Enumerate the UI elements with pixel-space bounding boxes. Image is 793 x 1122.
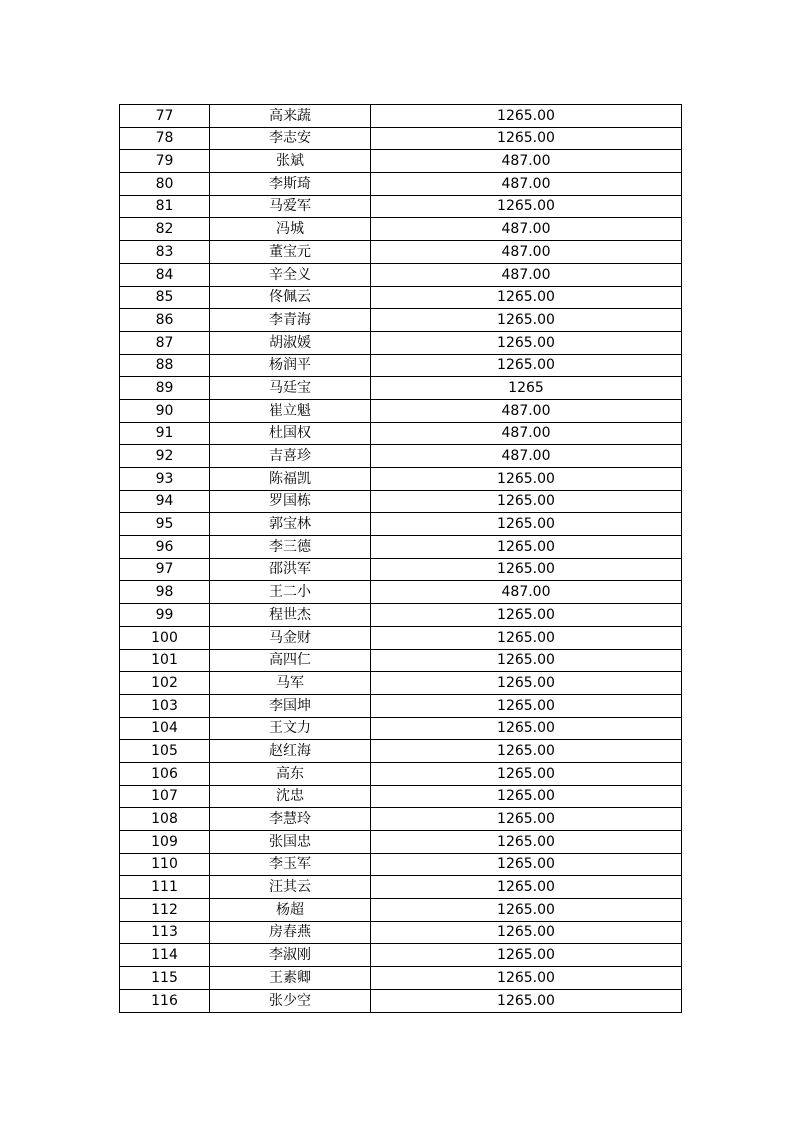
amount-cell: 1265 <box>371 377 682 400</box>
amount-cell: 1265.00 <box>371 989 682 1012</box>
table-row <box>120 513 682 536</box>
row-number-cell: 114 <box>120 944 210 967</box>
amount-cell: 1265.00 <box>371 808 682 831</box>
name-cell: 汪其云 <box>210 876 371 899</box>
amount-cell: 1265.00 <box>371 717 682 740</box>
amount-cell: 1265.00 <box>371 853 682 876</box>
name-cell: 马爱军 <box>210 195 371 218</box>
amount-cell: 1265.00 <box>371 672 682 695</box>
table-row <box>120 626 682 649</box>
row-number-cell: 96 <box>120 536 210 559</box>
name-cell: 程世杰 <box>210 604 371 627</box>
table-row <box>120 354 682 377</box>
name-cell: 王素卿 <box>210 967 371 990</box>
amount-cell: 1265.00 <box>371 740 682 763</box>
name-cell: 李志安 <box>210 127 371 150</box>
name-cell: 杜国权 <box>210 422 371 445</box>
table-row <box>120 762 682 785</box>
row-number-cell: 115 <box>120 967 210 990</box>
row-number-cell: 97 <box>120 558 210 581</box>
row-number-cell: 101 <box>120 649 210 672</box>
name-cell: 马廷宝 <box>210 377 371 400</box>
name-cell: 陈福凯 <box>210 468 371 491</box>
row-number-cell: 80 <box>120 173 210 196</box>
row-number-cell: 89 <box>120 377 210 400</box>
amount-cell: 1265.00 <box>371 286 682 309</box>
name-cell: 高来蔬 <box>210 105 371 128</box>
name-cell: 张少空 <box>210 989 371 1012</box>
table-row <box>120 105 682 128</box>
name-cell: 高四仁 <box>210 649 371 672</box>
table-row <box>120 967 682 990</box>
name-cell: 王二小 <box>210 581 371 604</box>
table-row <box>120 309 682 332</box>
name-cell: 沈忠 <box>210 785 371 808</box>
amount-cell: 487.00 <box>371 150 682 173</box>
name-cell: 吉喜珍 <box>210 445 371 468</box>
row-number-cell: 98 <box>120 581 210 604</box>
amount-cell: 487.00 <box>371 581 682 604</box>
table-row <box>120 263 682 286</box>
name-cell: 胡淑媛 <box>210 331 371 354</box>
amount-cell: 1265.00 <box>371 899 682 922</box>
amount-cell: 1265.00 <box>371 762 682 785</box>
table-row <box>120 331 682 354</box>
row-number-cell: 112 <box>120 899 210 922</box>
row-number-cell: 99 <box>120 604 210 627</box>
name-cell: 郭宝林 <box>210 513 371 536</box>
table-row <box>120 944 682 967</box>
table-row <box>120 604 682 627</box>
table-row <box>120 173 682 196</box>
amount-cell: 487.00 <box>371 173 682 196</box>
row-number-cell: 87 <box>120 331 210 354</box>
amount-cell: 1265.00 <box>371 604 682 627</box>
table-row <box>120 785 682 808</box>
amount-cell: 1265.00 <box>371 536 682 559</box>
row-number-cell: 81 <box>120 195 210 218</box>
name-cell: 李慧玲 <box>210 808 371 831</box>
row-number-cell: 111 <box>120 876 210 899</box>
row-number-cell: 113 <box>120 921 210 944</box>
amount-cell: 1265.00 <box>371 649 682 672</box>
amount-cell: 1265.00 <box>371 490 682 513</box>
amount-cell: 1265.00 <box>371 944 682 967</box>
row-number-cell: 107 <box>120 785 210 808</box>
name-cell: 高东 <box>210 762 371 785</box>
amount-cell: 1265.00 <box>371 354 682 377</box>
amount-cell: 1265.00 <box>371 876 682 899</box>
table-row <box>120 195 682 218</box>
amount-cell: 487.00 <box>371 422 682 445</box>
table-row <box>120 422 682 445</box>
table-row <box>120 581 682 604</box>
amount-cell: 1265.00 <box>371 967 682 990</box>
row-number-cell: 88 <box>120 354 210 377</box>
row-number-cell: 85 <box>120 286 210 309</box>
amount-cell: 1265.00 <box>371 331 682 354</box>
table-row <box>120 558 682 581</box>
row-number-cell: 100 <box>120 626 210 649</box>
row-number-cell: 116 <box>120 989 210 1012</box>
row-number-cell: 82 <box>120 218 210 241</box>
table-row <box>120 921 682 944</box>
table-row <box>120 536 682 559</box>
table-row <box>120 808 682 831</box>
row-number-cell: 102 <box>120 672 210 695</box>
name-cell: 李青海 <box>210 309 371 332</box>
amount-cell: 487.00 <box>371 399 682 422</box>
name-cell: 李玉军 <box>210 853 371 876</box>
name-cell: 崔立魁 <box>210 399 371 422</box>
amount-cell: 487.00 <box>371 445 682 468</box>
amount-cell: 1265.00 <box>371 105 682 128</box>
amount-cell: 1265.00 <box>371 626 682 649</box>
row-number-cell: 104 <box>120 717 210 740</box>
name-cell: 李三德 <box>210 536 371 559</box>
table-row <box>120 717 682 740</box>
row-number-cell: 94 <box>120 490 210 513</box>
name-cell: 李斯琦 <box>210 173 371 196</box>
name-cell: 马军 <box>210 672 371 695</box>
table-row <box>120 286 682 309</box>
row-number-cell: 83 <box>120 241 210 264</box>
roster-table-body <box>120 105 682 1013</box>
table-row <box>120 399 682 422</box>
row-number-cell: 108 <box>120 808 210 831</box>
name-cell: 杨超 <box>210 899 371 922</box>
row-number-cell: 105 <box>120 740 210 763</box>
name-cell: 辛全义 <box>210 263 371 286</box>
amount-cell: 487.00 <box>371 218 682 241</box>
amount-cell: 1265.00 <box>371 127 682 150</box>
table-row <box>120 127 682 150</box>
amount-cell: 1265.00 <box>371 309 682 332</box>
row-number-cell: 95 <box>120 513 210 536</box>
amount-cell: 1265.00 <box>371 468 682 491</box>
row-number-cell: 91 <box>120 422 210 445</box>
name-cell: 邵洪军 <box>210 558 371 581</box>
row-number-cell: 84 <box>120 263 210 286</box>
name-cell: 王文力 <box>210 717 371 740</box>
amount-cell: 1265.00 <box>371 513 682 536</box>
row-number-cell: 109 <box>120 831 210 854</box>
name-cell: 董宝元 <box>210 241 371 264</box>
name-cell: 冯城 <box>210 218 371 241</box>
row-number-cell: 79 <box>120 150 210 173</box>
name-cell: 房春燕 <box>210 921 371 944</box>
row-number-cell: 86 <box>120 309 210 332</box>
amount-cell: 1265.00 <box>371 785 682 808</box>
table-row <box>120 445 682 468</box>
table-row <box>120 150 682 173</box>
name-cell: 佟佩云 <box>210 286 371 309</box>
table-row <box>120 490 682 513</box>
table-row <box>120 468 682 491</box>
amount-cell: 1265.00 <box>371 195 682 218</box>
table-row <box>120 218 682 241</box>
name-cell: 张斌 <box>210 150 371 173</box>
row-number-cell: 77 <box>120 105 210 128</box>
table-row <box>120 989 682 1012</box>
row-number-cell: 106 <box>120 762 210 785</box>
amount-cell: 487.00 <box>371 241 682 264</box>
row-number-cell: 78 <box>120 127 210 150</box>
table-row <box>120 694 682 717</box>
table-row <box>120 853 682 876</box>
name-cell: 张国忠 <box>210 831 371 854</box>
table-row <box>120 649 682 672</box>
name-cell: 马金财 <box>210 626 371 649</box>
name-cell: 罗国栋 <box>210 490 371 513</box>
amount-cell: 1265.00 <box>371 921 682 944</box>
table-row <box>120 241 682 264</box>
amount-cell: 487.00 <box>371 263 682 286</box>
row-number-cell: 110 <box>120 853 210 876</box>
row-number-cell: 92 <box>120 445 210 468</box>
table-row <box>120 377 682 400</box>
name-cell: 杨润平 <box>210 354 371 377</box>
row-number-cell: 90 <box>120 399 210 422</box>
amount-cell: 1265.00 <box>371 694 682 717</box>
name-cell: 李国坤 <box>210 694 371 717</box>
name-cell: 赵红海 <box>210 740 371 763</box>
table-row <box>120 740 682 763</box>
table-row <box>120 899 682 922</box>
row-number-cell: 93 <box>120 468 210 491</box>
table-row <box>120 672 682 695</box>
row-number-cell: 103 <box>120 694 210 717</box>
roster-table <box>119 104 682 1013</box>
amount-cell: 1265.00 <box>371 558 682 581</box>
name-cell: 李淑刚 <box>210 944 371 967</box>
amount-cell: 1265.00 <box>371 831 682 854</box>
table-row <box>120 876 682 899</box>
table-row <box>120 831 682 854</box>
